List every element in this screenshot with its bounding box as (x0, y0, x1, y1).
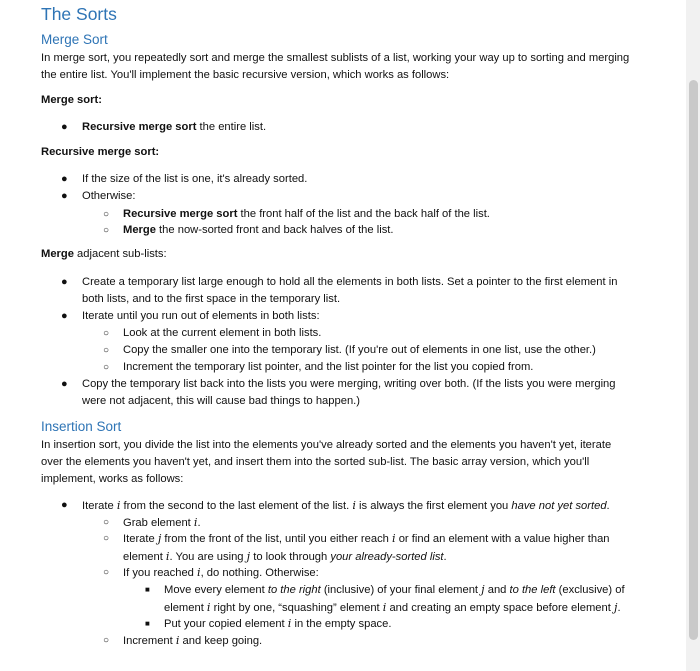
bullet-disc: ● (61, 378, 68, 390)
bullet-circle: ○ (103, 345, 110, 356)
insertion-intro-line-3: implement, works as follows: (41, 473, 184, 485)
bullet-circle: ○ (103, 225, 110, 236)
list-item: If the size of the list is one, it's already sorted. (82, 173, 308, 185)
bullet-circle: ○ (103, 209, 110, 220)
insertion-intro-line-1: In insertion sort, you divide the list into the elements you've already sorted and the elements you haven't yet, iterate (41, 439, 612, 451)
bullet-disc: ● (61, 121, 68, 133)
scrollbar-thumb[interactable] (689, 80, 698, 640)
bullet-circle: ○ (103, 362, 110, 373)
page-title: The Sorts (41, 4, 117, 24)
list-item: Look at the current element in both lists. (123, 327, 322, 339)
list-item: Move every element to the right (inclusive) of your final element j and to the left (exclusive) of element i right by one, “squashing” element i and creating an empty space before element j. (164, 583, 625, 614)
list-item: Recursive merge sort the front half of the list and the back half of the list. (123, 208, 490, 220)
list-item: Iterate j from the front of the list, until you either reach i or find an element with a value higher than element i. You are using j to look through your already-sorted list. (123, 532, 610, 563)
bullet-disc: ● (61, 499, 68, 511)
list-item: Increment the temporary list pointer, and the list pointer for the list you copied from. (123, 361, 534, 373)
list-item: Grab element i. (123, 516, 201, 529)
list-item: Otherwise: (82, 190, 136, 202)
bullet-disc: ● (61, 310, 68, 322)
list-item: Merge the now-sorted front and back halves of the list. (123, 224, 394, 236)
list-item: Iterate until you run out of elements in both lists: (82, 310, 320, 322)
list-item: Create a temporary list large enough to hold all the elements in both lists. Set a pointer to the first element in both lists, and to the first space in the temporary list. (82, 276, 618, 305)
list-item: Increment i and keep going. (123, 634, 263, 647)
insertion-sort-heading: Insertion Sort (41, 419, 122, 434)
insertion-intro-line-2: over the elements you haven't yet, and insert them into the sorted sub-list. The basic array version, which you'll (41, 456, 590, 468)
bullet-circle: ○ (103, 328, 110, 339)
merge-label: Merge adjacent sub-lists: (41, 248, 167, 260)
bullet-square: ■ (145, 585, 150, 594)
list-item: Copy the temporary list back into the lists you were merging, writing over both. (If the lists you were merging were not adjacent, this will cause bad things to happen.) (82, 378, 616, 407)
bullet-circle: ○ (103, 567, 110, 578)
merge-intro-line-1: In merge sort, you repeatedly sort and merge the smallest sublists of a list, working your way up to sorting and merging (41, 52, 630, 64)
list-item: Copy the smaller one into the temporary list. (If you're out of elements in one list, use the other.) (123, 344, 596, 356)
recursive-merge-sort-label: Recursive merge sort: (41, 146, 160, 158)
list-item: Iterate i from the second to the last element of the list. i is always the first element you have not yet sorted. (82, 499, 610, 512)
bullet-square: ■ (145, 619, 150, 628)
merge-intro-line-2: the entire list. You'll implement the basic recursive version, which works as follows: (41, 69, 450, 81)
bullet-circle: ○ (103, 635, 110, 646)
merge-sort-heading: Merge Sort (41, 32, 108, 47)
list-item: If you reached i, do nothing. Otherwise: (123, 566, 319, 579)
merge-sort-label: Merge sort: (41, 94, 102, 106)
list-item: Recursive merge sort the entire list. (82, 121, 267, 133)
bullet-circle: ○ (103, 517, 110, 528)
bullet-disc: ● (61, 173, 68, 185)
vertical-scrollbar[interactable] (686, 0, 700, 671)
bullet-circle: ○ (103, 533, 110, 544)
list-item: Put your copied element i in the empty space. (164, 617, 392, 630)
bullet-disc: ● (61, 190, 68, 202)
bullet-disc: ● (61, 276, 68, 288)
